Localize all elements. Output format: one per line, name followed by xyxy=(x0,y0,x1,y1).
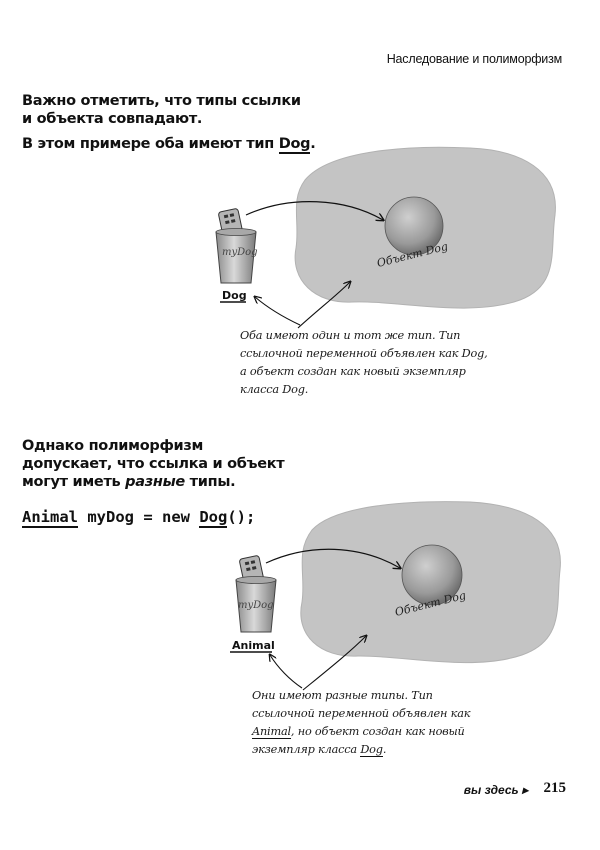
different-emphasis: разные xyxy=(125,474,185,490)
note1-line4: класса Dog. xyxy=(240,383,309,396)
section2-heading xyxy=(22,437,284,491)
section2-line2: допускает, что ссылка и объект xyxy=(22,456,285,472)
section1-line1: Важно отметить, что типы ссылки xyxy=(22,93,301,109)
note2-line4: экземпляр класса Dog. xyxy=(252,743,387,756)
note1-line2: ссылочной переменной объявлен как Dog, xyxy=(240,347,488,360)
object-label-2: Объект Dog xyxy=(393,588,468,619)
ref-type-label-2: Animal xyxy=(232,639,275,652)
note-2 xyxy=(252,687,470,759)
remote-cup-2 xyxy=(236,555,276,632)
section1-line3: В этом примере оба имеют тип Dog. xyxy=(22,136,316,152)
code-animal-type: Animal xyxy=(22,508,78,526)
page-number: 215 xyxy=(543,780,566,796)
note1-line3: а объект создан как новый экземпляр xyxy=(240,365,466,378)
svg-text:myDog: myDog xyxy=(222,247,258,258)
section2-line1: Однако полиморфизм xyxy=(22,438,204,454)
note2-line2: ссылочной переменной объявлен как xyxy=(252,707,471,720)
running-header: Наследование и полиморфизм xyxy=(386,52,562,66)
section2-line3: могут иметь разные типы. xyxy=(22,474,236,490)
note-arrow-1a xyxy=(255,297,300,325)
note1-line1: Оба имеют один и тот же тип. Тип xyxy=(240,329,461,342)
note2-line1: Они имеют разные типы. Тип xyxy=(252,689,433,702)
remote-cup-1 xyxy=(216,208,258,283)
dog-type-underlined: Dog xyxy=(278,136,311,152)
footer-you-are-here: вы здесь ▸ xyxy=(463,783,528,797)
note-1 xyxy=(240,327,488,399)
note2-line3: Animal, но объект создан как новый xyxy=(252,725,465,738)
note-arrow-2a xyxy=(270,655,302,688)
ref-type-label-1: Dog xyxy=(222,289,247,302)
object-label-1: Объект Dog xyxy=(375,239,450,270)
svg-text:myDog: myDog xyxy=(238,600,274,611)
code-line: Animal myDog = new Dog(); xyxy=(22,508,256,526)
section1-line2: и объекта совпадают. xyxy=(22,111,203,127)
code-dog-class: Dog xyxy=(199,508,228,526)
